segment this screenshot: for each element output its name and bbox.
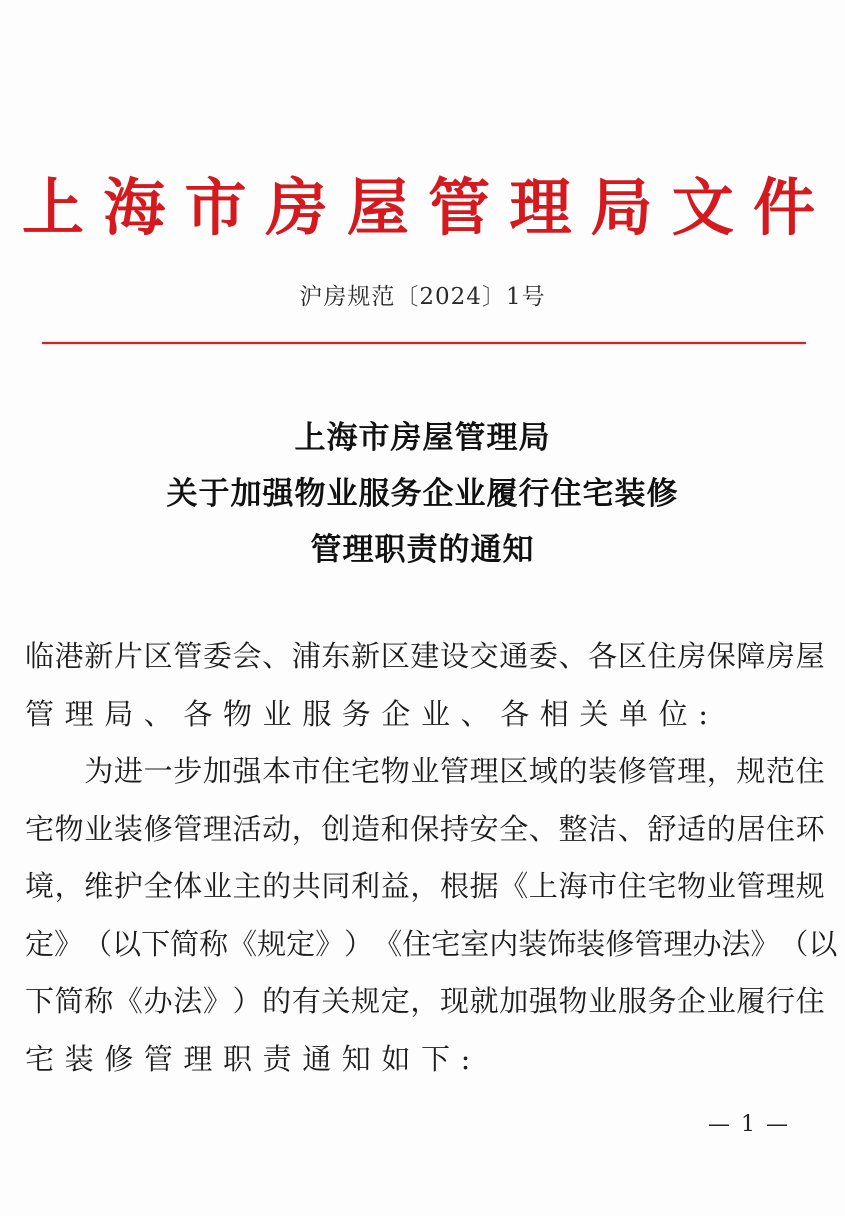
body-char: 保 [706,639,736,673]
body-char: 护 [113,869,143,903]
body-char: 物 [380,754,410,788]
body-char: （ [83,926,113,961]
body-char: 理 [469,754,499,788]
body-char: 建 [410,639,440,673]
body-char: 履 [736,984,766,1018]
body-char: 称 [199,926,229,961]
body-char: ， [706,754,736,788]
document-body [25,628,838,1088]
body-char: 房 [677,639,707,673]
issuer-header-char: 局 [590,171,653,244]
body-char: 东 [321,639,351,673]
body-char: 服 [617,984,647,1018]
body-char: 有 [291,984,321,1018]
body-char: 《 [373,926,403,961]
body-char: 根 [439,869,469,903]
body-char: 区 [617,639,647,673]
body-char: 行 [766,984,796,1018]
body-char: 区 [499,754,529,788]
body-char: 就 [469,984,499,1018]
body-char: 上 [528,869,558,903]
body-char: 的 [262,984,292,1018]
recipients-line-2: 管理局、各物业服务企业、各相关单位: [25,696,719,731]
body-char: 市 [291,754,321,788]
body-char: 办 [143,984,173,1018]
body-char: 主 [232,869,262,903]
body-char: 、 [558,639,588,673]
body-char: 修 [617,754,647,788]
body-char: 管 [173,639,203,673]
body-char: 业 [706,984,736,1018]
body-char: 定 [25,926,55,961]
body-char: 市 [588,869,618,903]
body-char: 业 [410,754,440,788]
body-char: 下 [25,984,55,1018]
body-char: 海 [558,869,588,903]
body-char: 理 [663,926,693,961]
body-char: 区 [143,639,173,673]
body-char: 临 [25,639,55,673]
body-char: 屋 [795,639,825,673]
body-char: 安 [469,811,499,846]
issuer-header-char: 屋 [346,171,409,244]
body-char: 浦 [291,639,321,673]
body-char: 体 [173,869,203,903]
body-char: 环 [795,811,825,846]
body-char: （ [779,926,809,961]
title-line-2: 关于加强物业服务企业履行住宅装修 [166,476,679,512]
body-char: 片 [113,639,143,673]
document-number: 沪房规范〔2024〕1号 [299,284,546,310]
body-char: 住 [647,639,677,673]
body-char: 步 [173,754,203,788]
body-char: 物 [54,811,84,846]
body-char: 住 [321,754,351,788]
body-char: 宅 [647,869,677,903]
body-char: 通 [499,639,529,673]
body-char: 的 [558,754,588,788]
body-char: 定 [286,926,316,961]
body-char: 》 [750,926,780,961]
title-line-1: 上海市房屋管理局 [294,420,551,456]
body-char: 装 [588,754,618,788]
body-char: 住 [617,869,647,903]
body-char: 、 [528,811,558,846]
body-char: 理 [677,754,707,788]
paragraph-line-5 [25,973,825,1031]
body-char: 管 [634,926,664,961]
issuer-header [0,168,845,248]
body-char: 理 [766,869,796,903]
body-char: 设 [439,639,469,673]
body-char: 的 [262,869,292,903]
body-char: 业 [84,811,114,846]
body-char: 》 [315,926,345,961]
body-char: 修 [605,926,635,961]
body-char: 新 [351,639,381,673]
body-char: 规 [736,754,766,788]
body-char: 范 [766,754,796,788]
body-char: 《 [228,926,258,961]
body-char: 定 [380,984,410,1018]
body-char: 《 [113,984,143,1018]
body-char: 保 [410,811,440,846]
body-char: ） [344,926,374,961]
body-char: 现 [439,984,469,1018]
body-char: 舒 [647,811,677,846]
body-char: 、 [262,639,292,673]
body-char: 法 [721,926,751,961]
body-char: 洁 [588,811,618,846]
body-char: 装 [518,926,548,961]
body-char: 以 [808,926,838,961]
body-char: 办 [692,926,722,961]
body-char: 管 [647,754,677,788]
body-char: 物 [677,869,707,903]
body-char: 法 [173,984,203,1018]
issuer-header-char: 市 [184,171,247,244]
body-char: 一 [143,754,173,788]
body-char: 下 [141,926,171,961]
body-char: 业 [706,869,736,903]
body-char: ， [291,811,321,846]
body-char: 同 [321,869,351,903]
body-char: 整 [558,811,588,846]
body-char: 益 [380,869,410,903]
body-char: 进 [113,754,143,788]
body-char: 》 [202,984,232,1018]
body-char: 规 [351,984,381,1018]
paragraph-line-1 [25,743,825,801]
body-char: 居 [736,811,766,846]
body-char: 宅 [431,926,461,961]
body-char: 业 [202,869,232,903]
body-char: 业 [588,984,618,1018]
body-char: 动 [262,811,292,846]
body-char: 管 [736,869,766,903]
body-char: 装 [113,811,143,846]
body-char: 企 [677,984,707,1018]
issuer-header-char: 文 [671,171,734,244]
paragraph-line-3 [25,858,825,916]
body-char: 障 [736,639,766,673]
page-number: — 1 — [708,1112,790,1137]
issuer-header-char: 件 [752,171,815,244]
issuer-header-char: 理 [509,171,572,244]
issuer-header-char: 海 [103,171,166,244]
paragraph-line-2 [25,801,825,859]
body-char: ， [410,869,440,903]
body-char: 装 [576,926,606,961]
body-char: 港 [54,639,84,673]
body-char: 据 [469,869,499,903]
body-char: 理 [202,811,232,846]
body-char: 住 [795,984,825,1018]
body-char: 管 [439,754,469,788]
body-char: 修 [143,811,173,846]
body-char: 、 [617,811,647,846]
body-char: 全 [143,869,173,903]
body-char: 物 [558,984,588,1018]
body-char: 简 [54,984,84,1018]
body-char: 室 [460,926,490,961]
body-char: 区 [380,639,410,673]
body-char: 强 [528,984,558,1018]
body-char [55,743,84,801]
body-char: 房 [766,639,796,673]
body-char: 规 [795,869,825,903]
body-char: 》 [54,926,84,961]
body-char: 域 [528,754,558,788]
body-char: ， [54,869,84,903]
body-char: 简 [170,926,200,961]
body-char: ， [410,984,440,1018]
body-char: 加 [202,754,232,788]
document-title [0,410,845,578]
body-char: 造 [351,811,381,846]
paragraph-line-6: 宅装修管理职责通知如下: [25,1041,481,1076]
body-char: 新 [84,639,114,673]
body-char: 全 [499,811,529,846]
body-char: 为 [84,754,114,788]
body-char: 住 [402,926,432,961]
body-char [25,743,54,801]
body-char: 强 [232,754,262,788]
body-char: 加 [499,984,529,1018]
body-char: 关 [321,984,351,1018]
issuer-header-char: 上 [22,171,85,244]
body-char: 境 [25,869,55,903]
body-char: 住 [766,811,796,846]
body-char: 规 [257,926,287,961]
body-char: 创 [321,811,351,846]
issuer-header-char: 管 [428,171,491,244]
body-char: 维 [84,869,114,903]
body-char: 委 [202,639,232,673]
paragraph-line-4 [25,916,838,974]
body-char: 务 [647,984,677,1018]
body-char: 适 [677,811,707,846]
body-char: 称 [84,984,114,1018]
body-char: 利 [351,869,381,903]
title-line-3: 管理职责的通知 [310,532,535,568]
body-char: 《 [499,869,529,903]
body-char: 会 [232,639,262,673]
red-divider-rule [42,342,806,344]
issuer-header-char: 房 [265,171,328,244]
body-char: 管 [173,811,203,846]
body-char: 以 [112,926,142,961]
body-char: 委 [528,639,558,673]
body-char: 交 [469,639,499,673]
body-char: 的 [706,811,736,846]
body-char: 内 [489,926,519,961]
body-char: 共 [291,869,321,903]
body-char: ） [232,984,262,1018]
recipients-line-1 [25,628,825,686]
body-char: 持 [439,811,469,846]
body-char: 和 [380,811,410,846]
body-char: 本 [262,754,292,788]
body-char: 活 [232,811,262,846]
body-char: 住 [795,754,825,788]
body-char: 宅 [351,754,381,788]
body-char: 饰 [547,926,577,961]
body-char: 宅 [25,811,55,846]
body-char: 各 [588,639,618,673]
